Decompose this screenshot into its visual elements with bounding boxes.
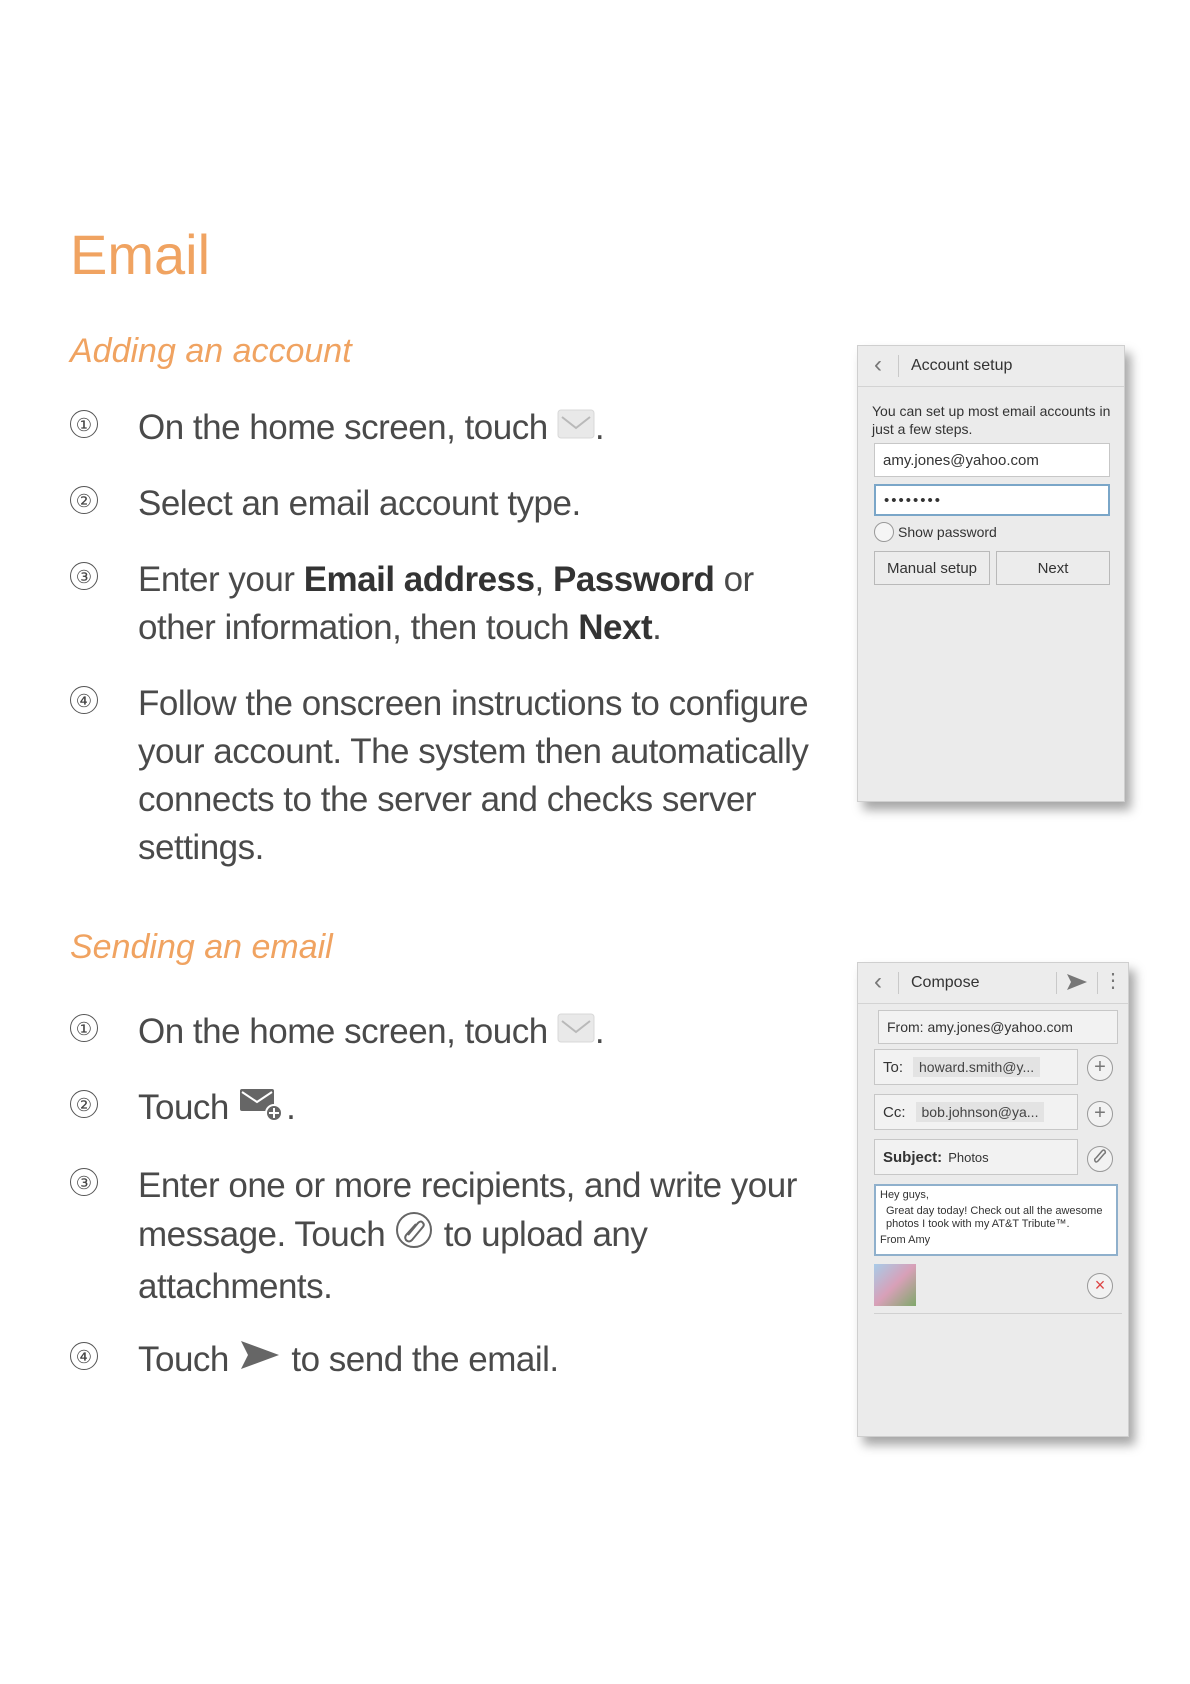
- intro-text: You can set up most email accounts in just a few steps.: [872, 403, 1111, 437]
- message-body[interactable]: Hey guys, Great day today! Check out all the awesome photos I took with my AT&T Tribute™. From Amy: [874, 1184, 1118, 1256]
- checkbox-icon[interactable]: [874, 522, 894, 542]
- to-recipient-chip[interactable]: howard.smith@y...: [913, 1057, 1040, 1077]
- add-icon[interactable]: +: [1087, 1055, 1113, 1081]
- adding-step-3: [70, 556, 830, 652]
- to-label: To:: [883, 1058, 904, 1076]
- next-button[interactable]: Next: [996, 551, 1110, 585]
- step-text: On the home screen, touch: [138, 1012, 548, 1051]
- cc-recipient-chip[interactable]: bob.johnson@ya...: [916, 1102, 1045, 1122]
- step-number: ①: [70, 1014, 98, 1042]
- step-number: ②: [70, 486, 98, 514]
- step-text: Select an email account type.: [138, 484, 581, 523]
- manual-setup-button[interactable]: Manual setup: [874, 551, 990, 585]
- step-text: Follow the onscreen instructions to configure your account. The system then automatically connects to the server and checks server settings.: [138, 684, 809, 867]
- account-setup-header: [858, 346, 1124, 387]
- step-text: Enter your Email address, Password or other information, then touch Next.: [138, 560, 754, 647]
- compose-icon: [238, 1084, 286, 1135]
- add-icon[interactable]: +: [1087, 1101, 1113, 1127]
- back-icon[interactable]: ‹: [858, 355, 899, 377]
- sending-step-4: [70, 1336, 830, 1386]
- step-number: ③: [70, 562, 98, 590]
- section-heading-adding: Adding an account: [70, 332, 352, 370]
- subject-value: Photos: [948, 1149, 989, 1165]
- step-number: ③: [70, 1168, 98, 1196]
- password-field[interactable]: ••••••••: [874, 484, 1110, 516]
- cc-field[interactable]: [874, 1094, 1078, 1130]
- page-title: Email: [70, 223, 211, 286]
- sending-step-1: ① On the home screen, touch .: [70, 1008, 830, 1058]
- step-text: Touch: [138, 1088, 229, 1127]
- divider: [874, 1313, 1122, 1314]
- show-password-toggle[interactable]: [874, 522, 997, 542]
- close-icon[interactable]: ×: [1087, 1273, 1113, 1299]
- more-icon[interactable]: ⋮: [1097, 972, 1128, 994]
- adding-step-4: [70, 680, 830, 872]
- paperclip-icon[interactable]: [1087, 1146, 1113, 1172]
- step-text: On the home screen, touch: [138, 408, 548, 447]
- sending-step-2: ② Touch .: [70, 1084, 830, 1135]
- header-title: Compose: [911, 974, 980, 991]
- envelope-icon: [557, 1010, 595, 1058]
- compose-header: [858, 963, 1128, 1004]
- back-icon[interactable]: ‹: [858, 972, 899, 994]
- adding-step-1: ① On the home screen, touch .: [70, 404, 830, 454]
- from-field[interactable]: From: amy.jones@yahoo.com: [878, 1010, 1118, 1044]
- compose-screenshot: [857, 962, 1129, 1437]
- email-field[interactable]: amy.jones@yahoo.com: [874, 443, 1110, 477]
- show-password-label: Show password: [898, 524, 997, 540]
- step-number: ①: [70, 410, 98, 438]
- step-text: Touch to send the email.: [138, 1336, 830, 1386]
- section-heading-sending: Sending an email: [70, 928, 333, 966]
- step-number: ④: [70, 686, 98, 714]
- account-setup-screenshot: [857, 345, 1125, 802]
- step-text: Enter one or more recipients, and write your message. Touch to upload any attachments.: [138, 1166, 797, 1306]
- send-icon[interactable]: [1056, 972, 1097, 994]
- step-number: ②: [70, 1090, 98, 1118]
- step-number: ④: [70, 1342, 98, 1370]
- to-field[interactable]: [874, 1049, 1078, 1085]
- subject-field[interactable]: [874, 1139, 1078, 1175]
- cc-label: Cc:: [883, 1103, 906, 1121]
- sending-step-3: [70, 1162, 830, 1311]
- subject-label: Subject:: [883, 1148, 943, 1166]
- adding-step-2: [70, 480, 830, 528]
- paperclip-icon: [394, 1210, 434, 1263]
- header-title: Account setup: [911, 357, 1013, 374]
- attachment-thumbnail[interactable]: [874, 1264, 916, 1306]
- send-icon: [238, 1337, 282, 1386]
- envelope-icon: [557, 406, 595, 454]
